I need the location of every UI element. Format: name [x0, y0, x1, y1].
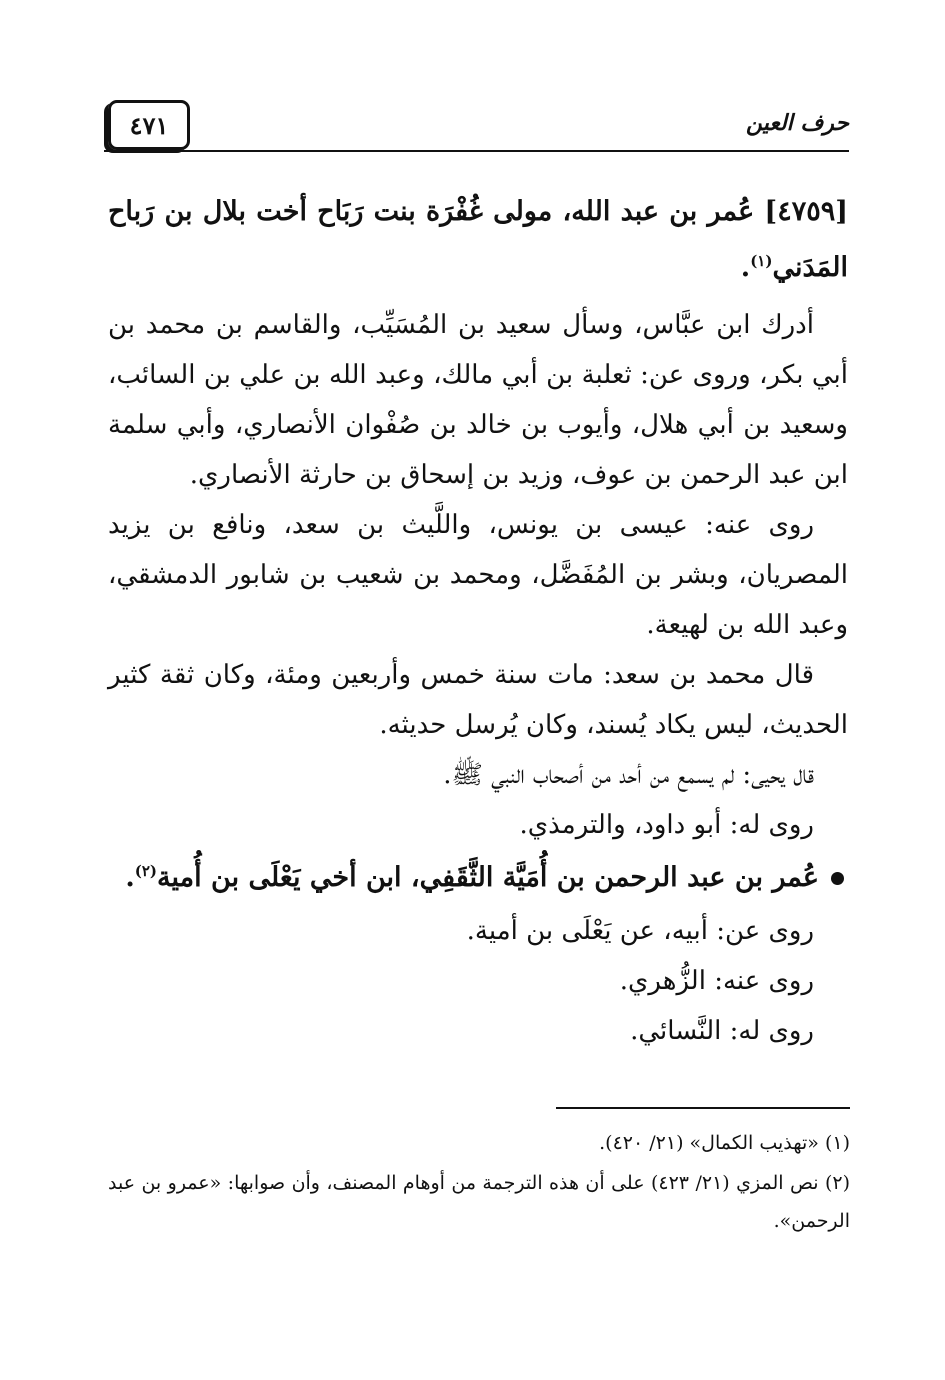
paragraph-students: روى عنه: عيسى بن يونس، واللَّيث بن سعد، ونافع بن يزيد المصريان، وبشر بن المُفَضَّل، ومحمد بن شعيب بن شابور الدمشقي، وعبد الله بن لهيعة. [108, 510, 848, 640]
main-text [108, 184, 848, 1056]
page-number-box [108, 100, 190, 150]
subentry-heading-text: عُمر بن عبد الرحمن بن أُمَيَّة الثَّقَفِي، ابن أخي يَعْلَى بن أُمية [157, 862, 819, 893]
bullet-icon [831, 872, 844, 885]
subentry-line: روى له: النَّسائي. [630, 1016, 814, 1046]
footnote-ref-2: (٢) [134, 862, 158, 880]
running-head: حرف العين [745, 110, 849, 136]
footnotes [108, 1124, 850, 1242]
paragraph-teachers: أدرك ابن عبَّاس، وسأل سعيد بن المُسَيِّب، والقاسم بن محمد بن أبي بكر، وروى عن: ثعلبة بن أبي مالك، وعبد الله بن علي بن السائب، وسعيد بن أبي هلال، وأيوب بن خالد بن صُفْوان الأنصاري، وأبي سلمة ابن عبد الرحمن بن عوف، وزيد بن إسحاق بن حارثة الأنصاري. [108, 310, 848, 490]
page-header [104, 96, 849, 154]
footnote-ref-1: (١) [750, 252, 773, 270]
footnote-separator [556, 1107, 850, 1109]
paragraph-ibn-saad: قال محمد بن سعد: مات سنة خمس وأربعين ومئة، وكان ثقة كثير الحديث، ليس يكاد يُسند، وكان يُرسل حديثه. [108, 660, 848, 740]
entry-heading-text: [٤٧٥٩] عُمر بن عبد الله، مولى غُفْرَة بنت رَبَاح أخت بلال بن رَباح المَدَني [108, 196, 848, 283]
yahya-statement: قال يحيى: لم يسمع من أحد من أصحاب النبي ﷺ. [443, 760, 814, 790]
page-number: ٤٧١ [129, 110, 169, 140]
entry-heading [108, 184, 848, 296]
subentry-line: روى عن: أبيه، عن يَعْلَى بن أمية. [466, 916, 814, 946]
subentry-heading-end: . [125, 862, 135, 893]
footnote-2: (٢) نص المزي (٢١/ ٤٢٣) على أن هذه الترجمة من أوهام المصنف، وأن صوابها: «عمرو بن عبد الرحمن». [108, 1172, 851, 1232]
subentry-line: روى عنه: الزُّهري. [619, 966, 814, 996]
header-rule [104, 150, 849, 152]
entry-heading-end: . [740, 252, 751, 283]
footnote-1: (١) «تهذيب الكمال» (٢١/ ٤٢٠). [599, 1132, 850, 1154]
rawa-lahu: روى له: أبو داود، والترمذي. [519, 810, 814, 840]
subentry-heading [108, 850, 848, 906]
